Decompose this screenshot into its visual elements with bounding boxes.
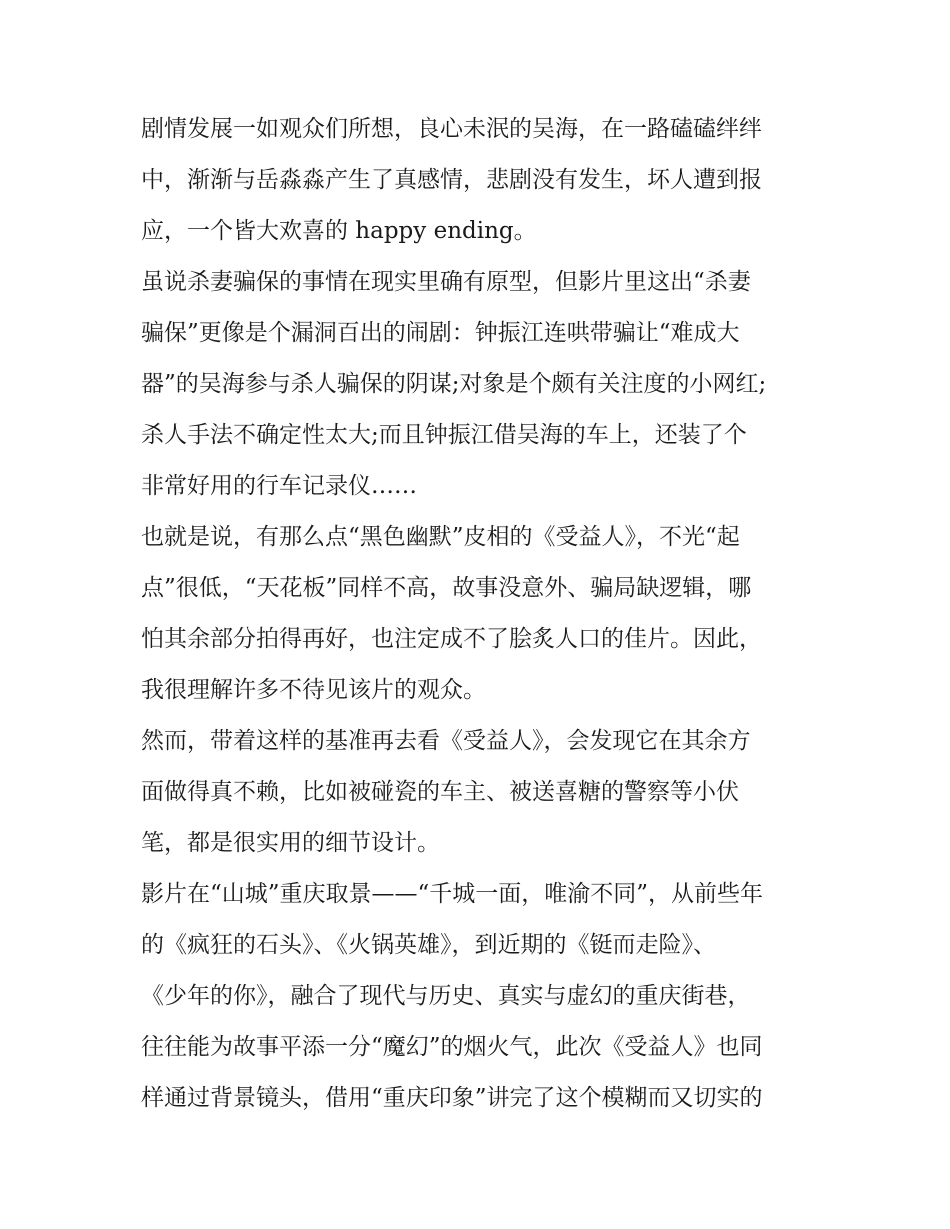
text-line: 往往能为故事平添一分“魔幻”的烟火气，此次《受益人》也同	[141, 1034, 763, 1060]
text-line: 样通过背景镜头，借用“重庆印象”讲完了这个模糊而又切实的	[141, 1085, 763, 1111]
text-line: 点”很低，“天花板”同样不高，故事没意外、骗局缺逻辑，哪	[141, 575, 752, 601]
text-line: 剧情发展一如观众们所想，良心未泯的吴海，在一路磕磕绊绊	[141, 116, 762, 142]
paragraph-3	[141, 512, 821, 716]
paragraph-2	[141, 257, 821, 512]
text-line: 然而，带着这样的基准再去看《受益人》，会发现它在其余方	[141, 728, 751, 754]
text-line: 影片在“山城”重庆取景——“千城一面，唯渝不同”，从前些年	[141, 881, 764, 907]
text-line: 中，渐渐与岳淼淼产生了真感情，悲剧没有发生，坏人遭到报	[141, 167, 762, 193]
text-line: 的《疯狂的石头》、《火锅英雄》，到近期的《铤而走险》、	[141, 932, 716, 958]
text-line: 杀人手法不确定性太大;而且钟振江借吴海的车上，还装了个	[141, 422, 747, 448]
text-line: 虽说杀妻骗保的事情在现实里确有原型，但影片里这出“杀妻	[141, 269, 751, 295]
paragraph-4	[141, 716, 821, 869]
text-line: 我很理解许多不待见该片的观众。	[141, 677, 486, 703]
text-line: 骗保”更像是个漏洞百出的闹剧：钟振江连哄带骗让“难成大	[141, 320, 740, 346]
paragraph-5	[141, 869, 821, 1124]
text-line: 怕其余部分拍得再好，也注定成不了脍炙人口的佳片。因此，	[141, 626, 762, 652]
text-line: 也就是说，有那么点“黑色幽默”皮相的《受益人》，不光“起	[141, 524, 740, 550]
text-line: 应，一个皆大欢喜的 happy ending。	[141, 218, 537, 244]
text-line: 非常好用的行车记录仪……	[141, 473, 417, 499]
document-page	[141, 104, 821, 1124]
text-line: 《少年的你》，融合了现代与历史、真实与虚幻的重庆街巷，	[141, 983, 751, 1009]
paragraph-1	[141, 104, 821, 257]
text-line: 器”的吴海参与杀人骗保的阴谋;对象是个颇有关注度的小网红;	[141, 371, 767, 397]
text-line: 笔，都是很实用的细节设计。	[141, 830, 440, 856]
text-line: 面做得真不赖，比如被碰瓷的车主、被送喜糖的警察等小伏	[141, 779, 739, 805]
